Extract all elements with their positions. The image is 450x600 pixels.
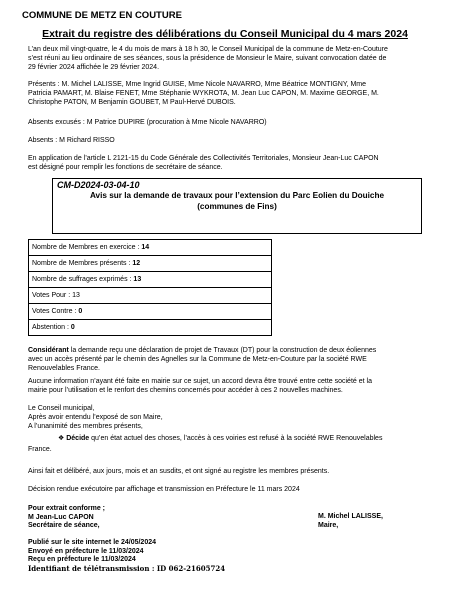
vote-row [29, 240, 272, 256]
considerant-text: la demande reçu une déclaration de projet de Travaux (DT) pour la construction de deux éoliennes [68, 347, 377, 354]
present-line: Présents : M. Michel LALISSE, Mme Ingrid GUISE, Mme Nicole NAVARRO, Mme Béatrice MONTIGNY, Mme [28, 81, 367, 88]
vote-cell [29, 320, 272, 336]
vote-cell [29, 272, 272, 288]
decide-line [28, 434, 424, 443]
aucune-line: mairie pour l’utilisation et le renfort des chemins concernés pour accéder à ces 2 nouvelles machines. [28, 387, 343, 394]
vote-label: Votes Pour : [32, 292, 73, 299]
executoire-line: Décision rendue exécutoire par affichage et transmission en Préfecture le 11 mars 2024 [28, 486, 300, 493]
application-paragraph [28, 154, 424, 172]
aucune-line: Aucune information n’ayant été faite en mairie sur ce sujet, un accord devra être trouvé entre cette société et la [28, 378, 372, 385]
vote-row [29, 288, 272, 304]
deliberation-code: CM-D2024-03-04-10 [57, 180, 140, 190]
vote-row [29, 320, 272, 336]
excused-line: Absents excusés : M Patrice DUPIRE (procuration à Mme Nicole NAVARRO) [28, 119, 267, 126]
signature-line: M. Michel LALISSE, [318, 513, 383, 520]
ainsi-line: Ainsi fait et délibéré, aux jours, mois et an susdits, et ont signé au registre les membres présents. [28, 468, 330, 475]
decide-line: France. [28, 446, 52, 453]
decide-paragraph [28, 434, 424, 454]
vote-label: Nombre de suffrages exprimés : [32, 276, 134, 283]
vote-label: Nombre de Membres présents : [32, 260, 133, 267]
conseil-line: Le Conseil municipal, [28, 405, 95, 412]
publication-line: Envoyé en préfecture le 11/03/2024 [28, 547, 144, 555]
vote-row [29, 304, 272, 320]
considerant-line: Renouvelables France. [28, 365, 100, 372]
intro-line: s’est réuni au lieu ordinaire de ses séances, sous la présidence de Monsieur le Maire, suivant convocation datée de [28, 55, 387, 62]
vote-cell [29, 256, 272, 272]
signature-line: Maire, [318, 521, 339, 529]
decide-text: qu’en état actuel des choses, l’accès à ces voiries est refusé à la société RWE Renouvelables [89, 435, 383, 442]
vote-cell [29, 240, 272, 256]
signature-line: Pour extrait conforme ; [28, 505, 106, 512]
application-line: En application de l’article L 2121-15 du Code Générale des Collectivités Territoriales, Monsieur Jean-Luc CAPON [28, 155, 379, 162]
vote-cell [29, 304, 272, 320]
vote-label: Nombre de Membres en exercice : [32, 244, 142, 251]
intro-line: 29 février 2024 affichée le 29 février 2024. [28, 64, 160, 71]
present-paragraph [28, 80, 424, 107]
vote-row [29, 272, 272, 288]
signature-line: Secrétaire de séance, [28, 522, 100, 529]
vote-value: 13 [133, 276, 142, 283]
vote-label: Abstention : [32, 324, 71, 331]
vote-value: 0 [78, 308, 83, 315]
signature-line: M Jean-Luc CAPON [28, 513, 94, 521]
conseil-line: Après avoir entendu l’exposé de son Maire, [28, 414, 163, 421]
vote-value: 0 [70, 324, 75, 331]
vote-value: 12 [132, 260, 141, 267]
publication-info [28, 539, 225, 573]
considerant-paragraph [28, 346, 424, 373]
deliberation-box [52, 178, 422, 234]
page-title: Extrait du registre des délibérations du Conseil Municipal du 4 mars 2024 [42, 28, 408, 40]
deliberation-object-sub: (communes de Fins) [197, 202, 277, 211]
considerant-line: avec un accès présenté par le chemin des Agnelles sur la Commune de Metz-en-Couture par la société RWE [28, 356, 367, 363]
vote-value: 14 [141, 244, 150, 251]
considerant-line [28, 346, 424, 355]
conseil-paragraph [28, 404, 424, 431]
signature-secretary [28, 505, 105, 531]
decide-keyword: Décide [66, 435, 90, 442]
deliberation-object: Avis sur la demande de travaux pour l’extension du Parc Eolien du Douiche [89, 191, 385, 200]
commune-name: COMMUNE DE METZ EN COUTURE [22, 10, 182, 21]
intro-line: L’an deux mil vingt-quatre, le 4 du mois de mars à 18 h 30, le Conseil Municipal de la commune de Metz-en-Couture [28, 46, 388, 53]
vote-row [29, 256, 272, 272]
present-line: Patricia PAMART, M. Blaise FENET, Mme Stéphanie WYKROTA, M. Jean Luc CAPON, M. Maxime GEORGE, M. [28, 90, 379, 97]
considerant-keyword: Considérant [28, 347, 69, 354]
vote-cell [29, 288, 272, 304]
present-line: Christophe PATON, M Benjamin GOUBET, M Paul-Hervé DUBOIS. [28, 99, 236, 106]
publication-line: Publié sur le site internet le 24/05/2024 [28, 539, 157, 546]
publication-line: Identifiant de télétransmission : ID 062-21605724 [28, 563, 226, 573]
intro-paragraph [28, 45, 424, 72]
signature-mayor [318, 513, 383, 530]
application-line: est désigné pour remplir les fonctions de secrétaire de séance. [28, 164, 223, 171]
conseil-line: A l’unanimité des membres présents, [28, 423, 143, 430]
vote-value: 13 [72, 292, 80, 299]
vote-label: Votes Contre : [32, 308, 79, 315]
votes-table [28, 239, 272, 336]
aucune-paragraph [28, 377, 424, 395]
absent-line: Absents : M Richard RISSO [28, 137, 115, 144]
publication-line: Reçu en préfecture le 11/03/2024 [28, 556, 136, 564]
diamond-bullet-icon: ❖ [58, 435, 65, 442]
